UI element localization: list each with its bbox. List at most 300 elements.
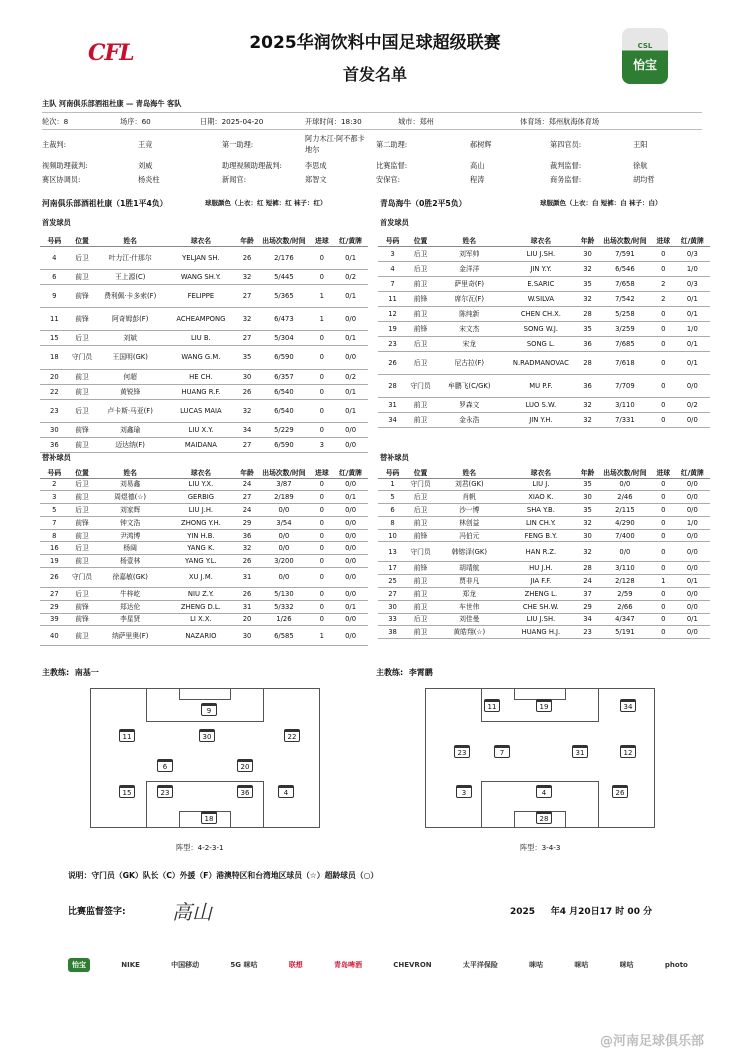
cell-cards: 0/0	[333, 542, 368, 555]
cell-age: 26	[237, 587, 258, 600]
cell-age: 34	[237, 422, 258, 437]
cell-cards: 1/0	[675, 261, 710, 276]
column-header: 号码	[40, 466, 69, 478]
column-header: 红/黄牌	[333, 466, 368, 478]
cell-shirt-name: YANG K.	[165, 542, 237, 555]
cell-age: 20	[237, 613, 258, 626]
column-header: 球衣名	[165, 234, 237, 246]
official-label: 新闻官:	[222, 175, 246, 184]
home-coach-label: 主教练:	[42, 668, 70, 677]
cell-shirt-name: MU P.F.	[505, 374, 578, 397]
table-row	[378, 529, 710, 542]
official-value: 王竞	[138, 140, 153, 149]
cell-position: 前卫	[407, 276, 434, 291]
table-row	[378, 575, 710, 588]
cell-position: 前卫	[407, 575, 434, 588]
cell-cards: 0/0	[333, 529, 368, 542]
home-kit: 球服颜色（上衣：红 短裤：红 袜子：红）	[205, 199, 327, 207]
cell-apps-minutes: 6/357	[257, 369, 310, 384]
cell-apps-minutes: 3/87	[257, 478, 310, 491]
cell-goals: 1	[311, 308, 334, 331]
sponsor-logo: 咪咕	[619, 961, 634, 969]
cell-goals: 0	[652, 529, 675, 542]
round: 轮次：8	[42, 117, 69, 126]
cell-number: 17	[378, 562, 407, 575]
cell-shirt-name: LIU J.SH.	[505, 246, 578, 261]
cell-age: 36	[577, 336, 598, 351]
cell-cards: 0/0	[333, 504, 368, 517]
cell-name: 牟鹏飞(C/GK)	[434, 374, 505, 397]
cell-number: 4	[40, 246, 69, 269]
cell-apps-minutes: 2/189	[257, 491, 310, 504]
cell-position: 前锋	[407, 321, 434, 336]
cell-cards: 0/1	[675, 575, 710, 588]
cell-goals: 0	[652, 600, 675, 613]
table-row	[40, 555, 368, 568]
cell-apps-minutes: 5/191	[598, 626, 652, 639]
cell-age: 32	[577, 398, 598, 413]
cell-apps-minutes: 6/540	[257, 399, 310, 422]
cell-cards: 0/0	[675, 587, 710, 600]
table-row	[378, 351, 710, 374]
column-header: 进球	[311, 234, 334, 246]
cell-name: 纳萨里奥(F)	[95, 626, 165, 646]
away-formation: 阵型：3-4-3	[520, 843, 561, 852]
cell-number: 16	[40, 542, 69, 555]
cell-number: 10	[378, 529, 407, 542]
sponsor-logo: 怡宝	[68, 958, 90, 972]
cell-goals: 0	[311, 516, 334, 529]
cell-goals: 0	[652, 413, 675, 428]
sign-datetime: 2025 年4 月20日17 时 00 分	[510, 907, 653, 917]
cell-number: 2	[40, 478, 69, 491]
cell-position: 后卫	[69, 504, 96, 517]
cell-shirt-name: LIU J.SH.	[505, 613, 578, 626]
cell-goals: 0	[652, 336, 675, 351]
away-subs-table	[378, 466, 710, 639]
cell-cards: 0/0	[333, 626, 368, 646]
table-row	[378, 600, 710, 613]
cell-position: 前卫	[69, 369, 96, 384]
cell-age: 30	[237, 369, 258, 384]
divider	[42, 112, 702, 113]
home-subs-table	[40, 466, 368, 646]
cell-position: 守门员	[69, 346, 96, 369]
cell-apps-minutes: 0/0	[257, 568, 310, 588]
cell-cards: 0/1	[333, 600, 368, 613]
cell-position: 前锋	[69, 600, 96, 613]
cell-age: 29	[577, 600, 598, 613]
cfl-logo: CFL	[88, 40, 134, 66]
player-jersey-marker: 7	[494, 745, 510, 758]
cell-shirt-name: HAN R.Z.	[505, 542, 578, 562]
cell-number: 40	[40, 626, 69, 646]
cell-shirt-name: YIN H.B.	[165, 529, 237, 542]
cell-number: 9	[40, 284, 69, 307]
cell-cards: 0/0	[333, 478, 368, 491]
cell-goals: 1	[311, 626, 334, 646]
cell-name: 刘军帅	[434, 246, 505, 261]
official-value: 杨炎柱	[138, 175, 160, 184]
home-starters-table	[40, 234, 368, 453]
cell-position: 前卫	[407, 398, 434, 413]
cell-apps-minutes: 0/0	[257, 504, 310, 517]
cell-number: 3	[40, 491, 69, 504]
sponsor-strip	[68, 948, 688, 982]
cell-shirt-name: JIN Y.H.	[505, 413, 578, 428]
cell-goals: 1	[652, 575, 675, 588]
official-label: 助理视频助理裁判:	[222, 161, 282, 170]
table-row	[378, 306, 710, 321]
cell-goals: 0	[311, 555, 334, 568]
sponsor-logo: 青岛啤酒	[333, 961, 362, 969]
city: 城市：郑州	[398, 117, 434, 126]
cell-age: 35	[577, 276, 598, 291]
column-header: 进球	[311, 466, 334, 478]
player-jersey-marker: 20	[237, 759, 253, 772]
official-label: 主裁判:	[42, 140, 66, 149]
cell-goals: 0	[311, 422, 334, 437]
cell-shirt-name: JIA F.F.	[505, 575, 578, 588]
cell-age: 35	[577, 478, 598, 491]
cell-position: 前卫	[69, 491, 96, 504]
cell-age: 30	[577, 529, 598, 542]
cell-name: 刘君(GK)	[434, 478, 505, 491]
away-starters-label: 首发球员	[380, 218, 409, 227]
table-row	[40, 600, 368, 613]
cell-age: 36	[577, 374, 598, 397]
column-header: 年龄	[577, 234, 598, 246]
cell-apps-minutes: 6/540	[257, 384, 310, 399]
cell-shirt-name: JIN Y.Y.	[505, 261, 578, 276]
cell-name: 陈纯新	[434, 306, 505, 321]
cell-apps-minutes: 4/290	[598, 516, 652, 529]
table-row	[378, 542, 710, 562]
cell-number: 20	[40, 369, 69, 384]
sponsor-logo: 中国移动	[171, 961, 200, 969]
cell-shirt-name: XU J.M.	[165, 568, 237, 588]
table-row	[378, 246, 710, 261]
cell-shirt-name: LIU J.	[505, 478, 578, 491]
cell-cards: 0/1	[333, 284, 368, 307]
cell-shirt-name: LIU B.	[165, 331, 237, 346]
table-row	[378, 261, 710, 276]
cell-age: 32	[577, 261, 598, 276]
cell-age: 32	[577, 413, 598, 428]
cell-shirt-name: HU J.H.	[505, 562, 578, 575]
cell-number: 13	[378, 542, 407, 562]
cell-apps-minutes: 0/0	[598, 478, 652, 491]
official-label: 安保官:	[376, 175, 400, 184]
cell-name: 车世伟	[434, 600, 505, 613]
table-row	[40, 542, 368, 555]
cell-shirt-name: ZHENG L.	[505, 587, 578, 600]
cell-number: 1	[378, 478, 407, 491]
cell-apps-minutes: 5/229	[257, 422, 310, 437]
cell-position: 前锋	[407, 529, 434, 542]
cell-number: 19	[40, 555, 69, 568]
cell-apps-minutes: 3/200	[257, 555, 310, 568]
column-header: 进球	[652, 466, 675, 478]
cell-cards: 0/0	[333, 613, 368, 626]
league-title: 2025华润饮料中国足球超级联赛	[249, 33, 501, 53]
column-header: 年龄	[237, 466, 258, 478]
cell-age: 31	[237, 600, 258, 613]
table-row	[378, 613, 710, 626]
official-label: 第四官员:	[550, 140, 582, 149]
cell-name: 林创益	[434, 516, 505, 529]
cell-shirt-name: LUO S.W.	[505, 398, 578, 413]
cell-number: 3	[378, 246, 407, 261]
cell-position: 守门员	[407, 374, 434, 397]
cell-shirt-name: CHE SH.W.	[505, 600, 578, 613]
cell-apps-minutes: 7/618	[598, 351, 652, 374]
cell-number: 4	[378, 261, 407, 276]
cell-shirt-name: LI X.X.	[165, 613, 237, 626]
cell-cards: 0/0	[675, 504, 710, 517]
cell-name: 尹鸿博	[95, 529, 165, 542]
doc-title: 首发名单	[342, 65, 407, 84]
cell-goals: 0	[652, 398, 675, 413]
sponsor-logo: 5G 咪咕	[230, 961, 258, 969]
cell-age: 32	[577, 291, 598, 306]
cell-age: 24	[237, 504, 258, 517]
cell-goals: 0	[311, 331, 334, 346]
cell-apps-minutes: 6/473	[257, 308, 310, 331]
official-value: 郑智文	[305, 175, 327, 184]
away-coach-name: 李霄鹏	[408, 668, 433, 677]
home-formation-pitch	[90, 688, 320, 828]
cell-shirt-name: NIU Z.Y.	[165, 587, 237, 600]
cell-goals: 0	[652, 351, 675, 374]
cell-cards: 0/1	[675, 351, 710, 374]
cell-goals: 2	[652, 291, 675, 306]
cell-position: 前卫	[407, 626, 434, 639]
cell-name: 刘佳曼	[434, 613, 505, 626]
table-row	[40, 516, 368, 529]
cell-name: 萨里奇(F)	[434, 276, 505, 291]
player-jersey-marker: 18	[201, 811, 217, 824]
cell-cards: 0/0	[333, 422, 368, 437]
column-header: 年龄	[237, 234, 258, 246]
cell-age: 37	[577, 587, 598, 600]
cell-apps-minutes: 5/332	[257, 600, 310, 613]
cell-age: 36	[237, 529, 258, 542]
cell-goals: 0	[652, 321, 675, 336]
cell-position: 前卫	[69, 269, 96, 284]
player-jersey-marker: 23	[454, 745, 470, 758]
cell-name: 费利佩·卡多索(F)	[95, 284, 165, 307]
cell-apps-minutes: 2/46	[598, 491, 652, 504]
player-jersey-marker: 11	[119, 729, 135, 742]
cell-number: 7	[378, 276, 407, 291]
cell-position: 后卫	[407, 261, 434, 276]
cell-shirt-name: LIN CH.Y.	[505, 516, 578, 529]
cell-age: 35	[577, 321, 598, 336]
cell-apps-minutes: 0/0	[257, 542, 310, 555]
cell-name: 叶力江·什那尔	[95, 246, 165, 269]
cell-name: 罗森文	[434, 398, 505, 413]
column-header: 出场次数/时间	[598, 234, 652, 246]
cell-position: 后卫	[69, 399, 96, 422]
cell-shirt-name: SHA Y.B.	[505, 504, 578, 517]
cell-cards: 0/3	[675, 276, 710, 291]
column-header: 年龄	[577, 466, 598, 478]
official-label: 第一助理:	[222, 140, 254, 149]
cell-apps-minutes: 7/591	[598, 246, 652, 261]
kickoff: 开球时间：18:30	[305, 117, 362, 126]
cell-cards: 0/0	[675, 600, 710, 613]
cell-position: 前锋	[69, 308, 96, 331]
cell-cards: 0/2	[333, 369, 368, 384]
cell-age: 32	[577, 516, 598, 529]
cell-name: 周煜德(☆)	[95, 491, 165, 504]
cell-number: 15	[40, 331, 69, 346]
cell-shirt-name: E.SARIC	[505, 276, 578, 291]
player-jersey-marker: 26	[612, 785, 628, 798]
sponsor-logo: 联想	[288, 961, 303, 969]
player-jersey-marker: 11	[484, 699, 500, 712]
cell-goals: 0	[652, 374, 675, 397]
cell-apps-minutes: 2/66	[598, 600, 652, 613]
cell-position: 前卫	[69, 529, 96, 542]
cell-number: 23	[378, 336, 407, 351]
cell-number: 8	[378, 516, 407, 529]
cell-shirt-name: LIU X.Y.	[165, 422, 237, 437]
match-date: 日期：2025-04-20	[200, 117, 264, 126]
cell-goals: 0	[311, 346, 334, 369]
official-value: 程涛	[470, 175, 485, 184]
cell-shirt-name: MAIDANA	[165, 437, 237, 452]
cell-age: 27	[237, 331, 258, 346]
cell-goals: 0	[311, 587, 334, 600]
table-row	[378, 587, 710, 600]
player-jersey-marker: 6	[157, 759, 173, 772]
cell-goals: 0	[311, 478, 334, 491]
watermark: @河南足球俱乐部	[600, 1034, 705, 1049]
cell-name: 王上源(C)	[95, 269, 165, 284]
match-no: 场序：60	[120, 117, 151, 126]
table-row	[40, 269, 368, 284]
table-row	[378, 374, 710, 397]
cell-position: 前锋	[69, 516, 96, 529]
cell-age: 24	[577, 575, 598, 588]
cell-position: 后卫	[407, 504, 434, 517]
cell-apps-minutes: 3/259	[598, 321, 652, 336]
sponsor-logo: 咪咕	[574, 961, 589, 969]
cell-age: 26	[237, 384, 258, 399]
cell-position: 前卫	[69, 384, 96, 399]
cell-number: 8	[40, 529, 69, 542]
home-coach	[42, 667, 99, 678]
player-jersey-marker: 30	[199, 729, 215, 742]
table-row	[40, 437, 368, 452]
column-header: 球衣名	[505, 466, 578, 478]
cell-goals: 0	[311, 369, 334, 384]
away-coach	[376, 667, 433, 678]
column-header: 出场次数/时间	[598, 466, 652, 478]
match-teams: 主队 河南俱乐部酒祖杜康 — 青岛海牛 客队	[42, 99, 182, 108]
table-row	[378, 626, 710, 639]
cell-position: 前卫	[407, 516, 434, 529]
stadium: 体育场：郑州航海体育场	[520, 117, 600, 126]
cell-position: 前卫	[407, 587, 434, 600]
official-label: 商务监督:	[550, 175, 582, 184]
official-label: 赛区协调员:	[42, 175, 81, 184]
cell-position: 守门员	[407, 478, 434, 491]
cell-apps-minutes: 0/0	[257, 529, 310, 542]
cell-cards: 0/0	[675, 529, 710, 542]
cell-number: 6	[40, 269, 69, 284]
cell-goals: 0	[652, 478, 675, 491]
cell-cards: 0/0	[333, 308, 368, 331]
cell-cards: 1/0	[675, 321, 710, 336]
cell-position: 前卫	[407, 600, 434, 613]
column-header: 姓名	[95, 234, 165, 246]
cell-age: 24	[237, 478, 258, 491]
table-row	[40, 384, 368, 399]
cell-shirt-name: ACHEAMPONG	[165, 308, 237, 331]
cell-cards: 1/0	[675, 516, 710, 529]
cell-position: 后卫	[69, 542, 96, 555]
cell-cards: 0/0	[675, 542, 710, 562]
cell-apps-minutes: 3/110	[598, 562, 652, 575]
table-row	[378, 291, 710, 306]
home-formation: 阵型：4-2-3-1	[176, 843, 224, 852]
cell-goals: 2	[652, 276, 675, 291]
cell-shirt-name: YANG Y.L.	[165, 555, 237, 568]
cell-name: 刘斌	[95, 331, 165, 346]
cell-cards: 0/0	[333, 568, 368, 588]
cell-number: 27	[378, 587, 407, 600]
cell-name: 宋文杰	[434, 321, 505, 336]
cell-goals: 0	[652, 491, 675, 504]
cell-name: 宋龙	[434, 336, 505, 351]
cell-name: 郑达伦	[95, 600, 165, 613]
official-value: 徐航	[633, 161, 648, 170]
cell-shirt-name: LIU J.H.	[165, 504, 237, 517]
cell-cards: 0/1	[333, 384, 368, 399]
cell-name: 尼古拉(F)	[434, 351, 505, 374]
cell-apps-minutes: 7/400	[598, 529, 652, 542]
cell-position: 后卫	[407, 613, 434, 626]
cell-position: 后卫	[69, 331, 96, 346]
table-row	[40, 568, 368, 588]
cell-shirt-name: YELJAN SH.	[165, 246, 237, 269]
column-header: 位置	[69, 466, 96, 478]
table-row	[40, 246, 368, 269]
table-row	[40, 346, 368, 369]
cell-cards: 0/0	[333, 437, 368, 452]
cell-age: 35	[577, 504, 598, 517]
cell-age: 34	[577, 613, 598, 626]
cell-age: 32	[237, 542, 258, 555]
cell-name: 杨阔	[95, 542, 165, 555]
cell-cards: 0/1	[333, 399, 368, 422]
cell-position: 后卫	[407, 246, 434, 261]
cell-goals: 0	[652, 246, 675, 261]
cell-cards: 0/1	[675, 291, 710, 306]
cell-apps-minutes: 7/542	[598, 291, 652, 306]
table-row	[378, 504, 710, 517]
cell-number: 11	[40, 308, 69, 331]
cell-goals: 3	[311, 437, 334, 452]
home-coach-name: 南基一	[74, 668, 99, 677]
cell-position: 后卫	[407, 336, 434, 351]
cell-name: 席尔瓦(F)	[434, 291, 505, 306]
cell-number: 26	[378, 351, 407, 374]
cell-cards: 0/0	[333, 516, 368, 529]
